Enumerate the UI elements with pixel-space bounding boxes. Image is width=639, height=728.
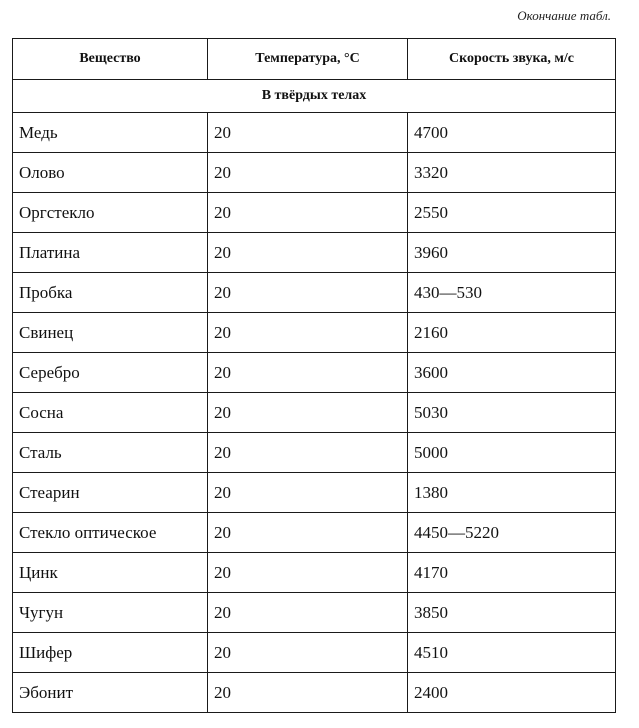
table-row — [13, 353, 616, 393]
table-row — [13, 593, 616, 633]
cell-temperature: 20 — [208, 673, 408, 713]
cell-temperature: 20 — [208, 353, 408, 393]
section-title: В твёрдых телах — [13, 80, 616, 113]
cell-temperature: 20 — [208, 313, 408, 353]
cell-substance: Шифер — [13, 633, 208, 673]
cell-substance: Сосна — [13, 393, 208, 433]
table-row — [13, 433, 616, 473]
cell-substance: Стекло оптическое — [13, 513, 208, 553]
cell-substance: Пробка — [13, 273, 208, 313]
header-temperature: Температура, °С — [208, 39, 408, 80]
cell-speed: 2400 — [408, 673, 616, 713]
cell-substance: Чугун — [13, 593, 208, 633]
table-row — [13, 313, 616, 353]
cell-temperature: 20 — [208, 233, 408, 273]
table-row — [13, 513, 616, 553]
cell-substance: Эбонит — [13, 673, 208, 713]
table-row — [13, 273, 616, 313]
cell-temperature: 20 — [208, 593, 408, 633]
cell-substance: Платина — [13, 233, 208, 273]
cell-speed: 3320 — [408, 153, 616, 193]
cell-substance: Олово — [13, 153, 208, 193]
cell-substance: Стеарин — [13, 473, 208, 513]
table-row — [13, 553, 616, 593]
cell-speed: 2160 — [408, 313, 616, 353]
header-substance: Вещество — [13, 39, 208, 80]
sound-speed-table — [12, 38, 616, 713]
cell-speed: 4450—5220 — [408, 513, 616, 553]
cell-temperature: 20 — [208, 433, 408, 473]
table-row — [13, 633, 616, 673]
table-row — [13, 193, 616, 233]
cell-substance: Цинк — [13, 553, 208, 593]
cell-temperature: 20 — [208, 193, 408, 233]
cell-temperature: 20 — [208, 633, 408, 673]
cell-temperature: 20 — [208, 273, 408, 313]
header-row — [13, 39, 616, 80]
cell-speed: 3960 — [408, 233, 616, 273]
cell-substance: Оргстекло — [13, 193, 208, 233]
table-row — [13, 113, 616, 153]
cell-substance: Медь — [13, 113, 208, 153]
cell-substance: Серебро — [13, 353, 208, 393]
cell-speed: 2550 — [408, 193, 616, 233]
cell-speed: 1380 — [408, 473, 616, 513]
table-row — [13, 473, 616, 513]
cell-substance: Сталь — [13, 433, 208, 473]
table-row — [13, 393, 616, 433]
cell-speed: 4700 — [408, 113, 616, 153]
cell-temperature: 20 — [208, 553, 408, 593]
section-row — [13, 80, 616, 113]
cell-speed: 5030 — [408, 393, 616, 433]
cell-temperature: 20 — [208, 113, 408, 153]
cell-speed: 4170 — [408, 553, 616, 593]
cell-temperature: 20 — [208, 393, 408, 433]
table-row — [13, 153, 616, 193]
cell-speed: 3600 — [408, 353, 616, 393]
cell-temperature: 20 — [208, 153, 408, 193]
cell-temperature: 20 — [208, 513, 408, 553]
cell-speed: 5000 — [408, 433, 616, 473]
cell-speed: 3850 — [408, 593, 616, 633]
table-caption: Окончание табл. — [517, 8, 611, 23]
cell-temperature: 20 — [208, 473, 408, 513]
cell-speed: 430—530 — [408, 273, 616, 313]
header-speed: Скорость звука, м/с — [408, 39, 616, 80]
cell-substance: Свинец — [13, 313, 208, 353]
cell-speed: 4510 — [408, 633, 616, 673]
table-row — [13, 233, 616, 273]
table-row — [13, 673, 616, 713]
